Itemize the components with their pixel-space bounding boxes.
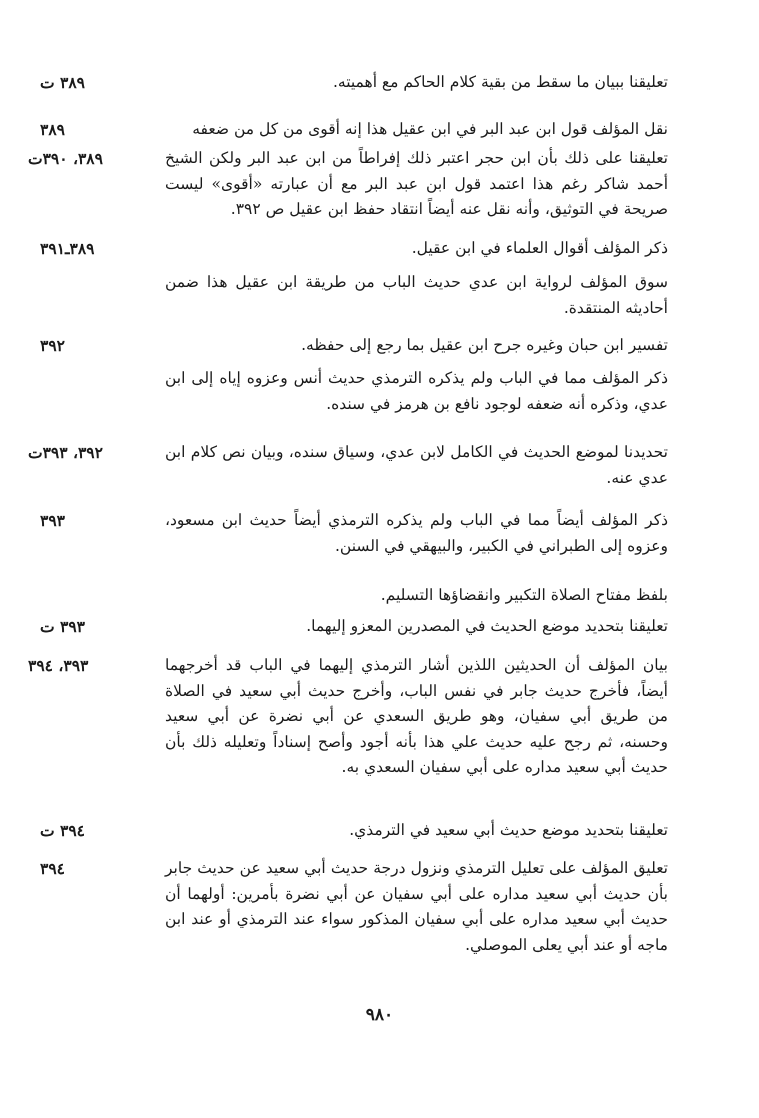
- page-ref: ٣٩٤ ت: [40, 821, 85, 840]
- page-ref: ٣٨٩ـ٣٩١: [40, 239, 95, 258]
- page-ref: ٣٩٣، ٣٩٤: [28, 656, 89, 675]
- entry-text: نقل المؤلف قول ابن عبد البر في ابن عقيل هذا إنه أقوى من كل من ضعفه: [192, 120, 668, 138]
- page-ref: ٣٩٣ ت: [40, 617, 85, 636]
- entry-text: ذكر المؤلف أيضاً مما في الباب ولم يذكره الترمذي أيضاً حديث ابن مسعود، وعزوه إلى الطبراني في الكبير، والبيهقي في السنن.: [165, 511, 668, 555]
- page-ref: ٣٨٩ ت: [40, 73, 85, 92]
- entry-text: تعليقنا بتحديد موضع حديث أبي سعيد في الترمذي.: [349, 821, 668, 839]
- entry-text: بيان المؤلف أن الحديثين اللذين أشار الترمذي إليهما في الباب قد أخرجهما أيضاً، فأخرج حديث جابر في نفس الباب، وأخرج حديث أبي سعيد في الصلاة من طريق أبي سفيان، وهو طريق السعدي عن أبي نضرة عن أبي سعيد وحسنه، ثم رجح عليه حديث علي هذا بأنه أجود وأصح إسناداً وتعليله ذلك بأن حديث أبي سعيد مداره على أبي سفيان السعدي به.: [165, 656, 668, 776]
- entry-text: تعليقنا بتحديد موضع الحديث في المصدرين المعزو إليهما.: [306, 617, 668, 635]
- page-ref: ٣٨٩: [40, 120, 65, 139]
- entry-text: سوق المؤلف لرواية ابن عدي حديث الباب من طريقة ابن عقيل هذا ضمن أحاديثه المنتقدة.: [165, 273, 668, 317]
- entry-text: تعليقنا على ذلك بأن ابن حجر اعتبر ذلك إفراطاً من ابن عبد البر ولكن الشيخ أحمد شاكر رغم هذا اعتمد قول ابن عبد البر مع أن عبارته «أقوى» ليست صريحة في التوثيق، وأنه نقل عنه أيضاً انتقاد حفظ ابن عقيل ص ٣٩٢.: [165, 149, 668, 218]
- page-number: ٩٨٠: [365, 1005, 394, 1025]
- entry-text: تعليقنا ببيان ما سقط من بقية كلام الحاكم مع أهميته.: [332, 73, 668, 91]
- page-ref: ٣٩٢، ٣٩٣ت: [28, 443, 103, 462]
- page-ref: ٣٩٤: [40, 859, 65, 878]
- entry-text: ذكر المؤلف مما في الباب ولم يذكره الترمذي حديث أنس وعزوه إياه إلى ابن عدي، وذكره أنه ضعفه لوجود نافع بن هرمز في سنده.: [165, 369, 668, 413]
- page-ref: ٣٩٣: [40, 511, 65, 530]
- entry-text: تحديدنا لموضع الحديث في الكامل لابن عدي، وسياق سنده، وبيان نص كلام ابن عدي عنه.: [165, 443, 668, 487]
- entry-text: تعليق المؤلف على تعليل الترمذي ونزول درجة حديث أبي سعيد عن حديث جابر بأن حديث أبي سعيد مداره على أبي سفيان عن أبي نضرة بأمرين: أولهما أن حديث أبي سعيد مداره على أبي سفيان المذكور سواء عند الترمذي أو عند ابن ماجه أو عند أبي يعلى الموصلي.: [165, 859, 668, 954]
- entry-text: ذكر المؤلف أقوال العلماء في ابن عقيل.: [411, 239, 668, 257]
- page-ref: ٣٨٩، ٣٩٠ت: [28, 149, 103, 168]
- entry-text: تفسير ابن حبان وغيره جرح ابن عقيل بما رجع إلى حفظه.: [301, 336, 668, 354]
- page-ref: ٣٩٢: [40, 336, 65, 355]
- entry-text: بلفظ مفتاح الصلاة التكبير وانقضاؤها التسليم.: [380, 586, 668, 604]
